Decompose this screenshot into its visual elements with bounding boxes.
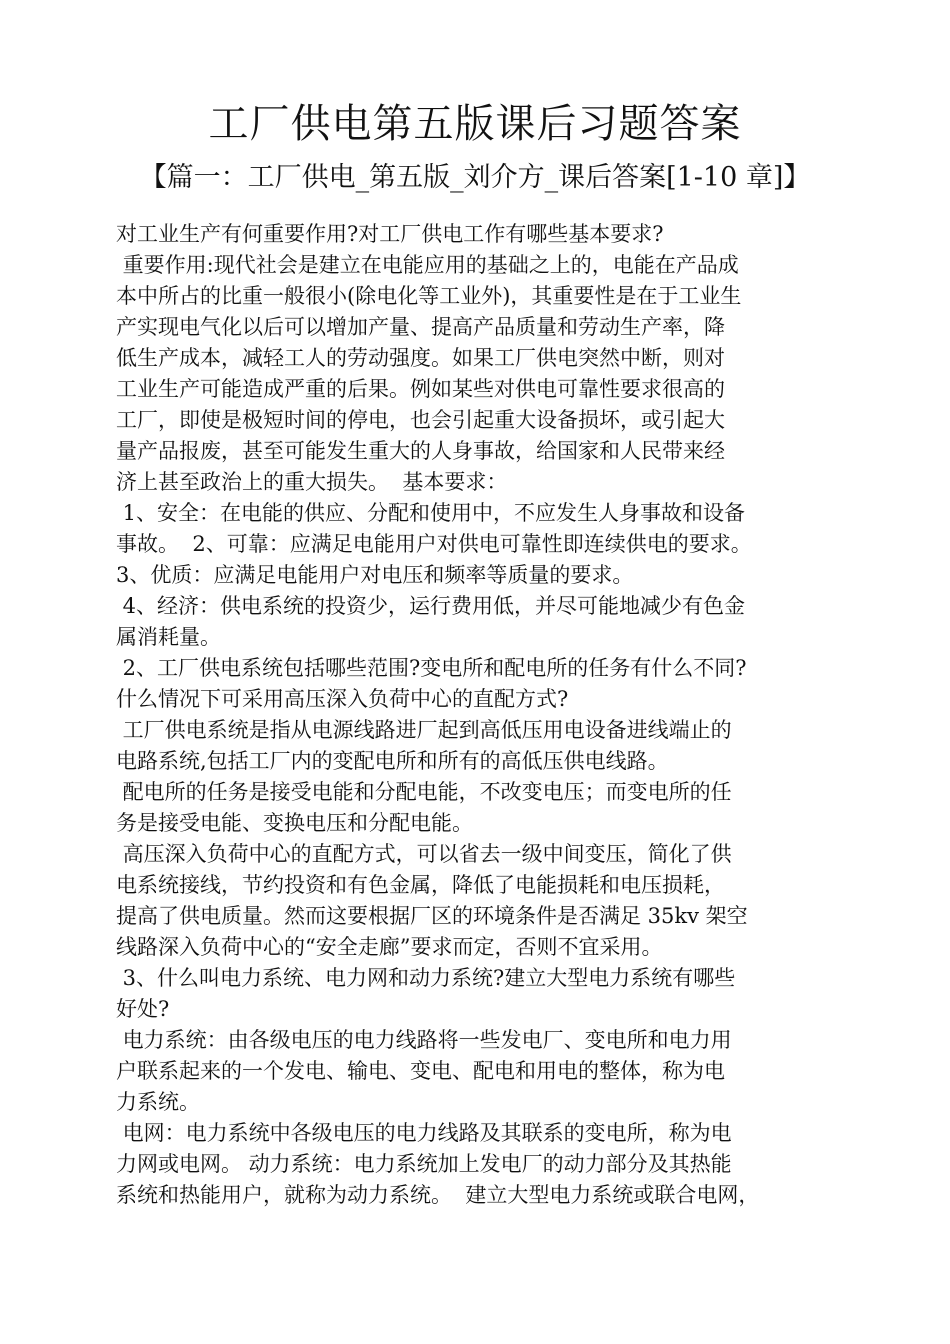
- text-line: 电系统接线，节约投资和有色金属，降低了电能损耗和电压损耗，: [116, 873, 725, 897]
- text-line: 什么情况下可采用高压深入负荷中心的直配方式?: [116, 687, 569, 711]
- text-line: 系统和热能用户，就称为动力系统。 建立大型电力系统或联合电网，: [116, 1183, 760, 1207]
- text-line: 3、什么叫电力系统、电力网和动力系统?建立大型电力系统有哪些: [116, 966, 736, 990]
- text-line: 工业生产可能造成严重的后果。例如某些对供电可靠性要求很高的: [116, 377, 725, 401]
- text-line: 线路深入负荷中心的“安全走廊”要求而定，否则不宜采用。: [116, 935, 663, 959]
- text-line: 工厂，即使是极短时间的停电，也会引起重大设备损坏，或引起大: [116, 408, 725, 432]
- document-body: [116, 219, 876, 1211]
- text-line: 对工业生产有何重要作用?对工厂供电工作有哪些基本要求?: [116, 222, 664, 246]
- text-line: 力网或电网。 动力系统：电力系统加上发电厂的动力部分及其热能: [116, 1152, 732, 1176]
- text-line: 提高了供电质量。然而这要根据厂区的环境条件是否满足 35kv 架空: [116, 904, 748, 928]
- text-line: 电路系统,包括工厂内的变配电所和所有的高低压供电线路。: [116, 749, 669, 773]
- text-line: 工厂供电系统是指从电源线路进厂起到高低压用电设备进线端止的: [116, 718, 732, 742]
- text-line: 3、优质：应满足电能用户对电压和频率等质量的要求。: [116, 563, 634, 587]
- text-line: 重要作用:现代社会是建立在电能应用的基础之上的，电能在产品成: [116, 253, 739, 277]
- text-line: 低生产成本，减轻工人的劳动强度。如果工厂供电突然中断，则对: [116, 346, 725, 370]
- text-line: 量产品报废，甚至可能发生重大的人身事故，给国家和人民带来经: [116, 439, 725, 463]
- text-line: 1、安全：在电能的供应、分配和使用中，不应发生人身事故和设备: [116, 501, 746, 525]
- text-line: 电力系统：由各级电压的电力线路将一些发电厂、变电所和电力用: [116, 1028, 732, 1052]
- text-line: 电网：电力系统中各级电压的电力线路及其联系的变电所，称为电: [116, 1121, 732, 1145]
- text-line: 好处?: [116, 997, 170, 1021]
- text-line: 2、工厂供电系统包括哪些范围?变电所和配电所的任务有什么不同?: [116, 656, 747, 680]
- text-line: 产实现电气化以后可以增加产量、提高产品质量和劳动生产率，降: [116, 315, 725, 339]
- document-subtitle: 【篇一：工厂供电_第五版_刘介方_课后答案[1-10 章]】: [139, 162, 811, 193]
- text-line: 户联系起来的一个发电、输电、变电、配电和用电的整体，称为电: [116, 1059, 725, 1083]
- text-line: 本中所占的比重一般很小(除电化等工业外)，其重要性是在于工业生: [116, 284, 742, 308]
- text-line: 务是接受电能、变换电压和分配电能。: [116, 811, 473, 835]
- text-line: 属消耗量。: [116, 625, 221, 649]
- text-line: 4、经济：供电系统的投资少，运行费用低，并尽可能地减少有色金: [116, 594, 746, 618]
- text-line: 济上甚至政治上的重大损失。 基本要求：: [116, 470, 508, 494]
- text-line: 力系统。: [116, 1090, 200, 1114]
- document-title: 工厂供电第五版课后习题答案: [208, 101, 742, 147]
- text-line: 高压深入负荷中心的直配方式，可以省去一级中间变压，简化了供: [116, 842, 732, 866]
- text-line: 事故。 2、可靠：应满足电能用户对供电可靠性即连续供电的要求。: [116, 532, 752, 556]
- text-line: 配电所的任务是接受电能和分配电能，不改变电压；而变电所的任: [116, 780, 732, 804]
